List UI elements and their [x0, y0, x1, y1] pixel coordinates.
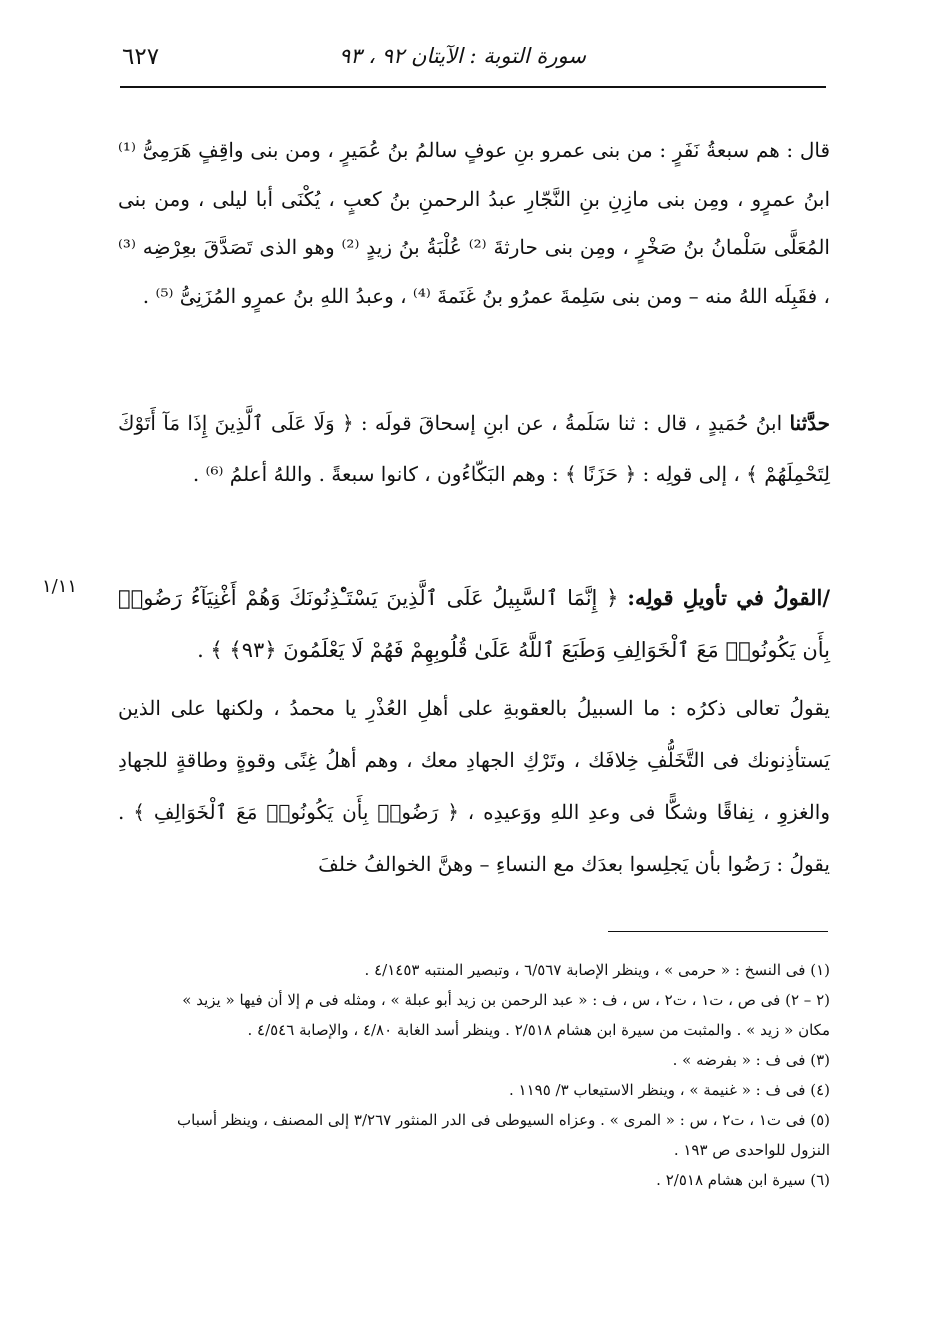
paragraph-tafsir: يقولُ تعالى ذكرُه : ما السبيلُ بالعقوبةِ على أهلِ العُذْرِ يا محمدُ ، ولكنها على الذين يَستأذِنونك فى التَّخَلُّفِ خِلافَك ، وتَرْكِ الجهادِ معك ، وهم أهلُ غِنًى وقوةٍ وطاقةٍ للجهادِ والغزوِ ، نِفاقًا وشكًّا فى وعدِ اللهِ ووَعيدِه ، ﴿ رَضُوا۟ بِأَن يَكُونُوا۟ مَعَ ٱلْخَوَالِفِ ﴾ . يقولُ : رَضُوا بأن يَجلِسوا بعدَك مع النساءِ – وهنَّ الخوالفُ خلفَ [118, 696, 830, 876]
header-rule [120, 86, 826, 88]
paragraph-narrators: قال : هم سبعةُ نَفَرٍ : من بنى عمرو بنِ عوفٍ سالمُ بنُ عُمَيرٍ ، ومن بنى واقِفٍ هَرَمِىُّ ⁽¹⁾ ابنُ عمرٍو ، ومِن بنى مازِنِ بنِ النَّجّارِ عبدُ الرحمنِ بنُ كعبٍ ، يُكْنَى أبا ليلى ، ومن بنى المُعَلَّى سَلْمانُ بنُ صَخْرٍ ، ومِن بنى حارثةَ ⁽²⁾ عُلْبَةُ بنُ زيدٍ ⁽²⁾ وهو الذى تَصَدَّقَ بعِرْضِه ⁽³⁾ ، فقَبِلَه اللهُ منه – ومن بنى سَلِمةَ عمرُو بنُ غَنَمةَ ⁽⁴⁾ ، وعبدُ اللهِ بنُ عمرٍو المُزَنِىُّ ⁽⁵⁾ . [118, 138, 831, 308]
footnotes [118, 955, 830, 1195]
margin-reference: ١/١١ [42, 576, 78, 597]
paragraph-isnad [118, 398, 830, 500]
footnote-5-continued: النزول للواحدى ص ١٩٣ . [673, 1141, 830, 1159]
quran-verse: ﴿ إِنَّمَا ٱلسَّبِيلُ عَلَى ٱلَّذِينَ يَسْتَـْٔذِنُونَكَ وَهُمْ أَغْنِيَآءُ رَضُوا۟ بِأَن يَكُونُوا۟ مَعَ ٱلْخَوَالِفِ وَطَبَعَ ٱللَّهُ عَلَىٰ قُلُوبِهِمْ فَهُمْ لَا يَعْلَمُونَ ﴿٩٣﴾ ﴾ . [118, 586, 830, 662]
page-header [120, 38, 826, 88]
running-title: سورة التوبة : الآيتان ٩٢ ، ٩٣ [339, 44, 586, 68]
paragraph-isnad-text: ابنُ حُمَيدٍ ، قال : ثنا سَلَمةُ ، عن ابنِ إسحاقَ قولَه : ﴿ وَلَا عَلَى ٱلَّذِينَ إِذَا مَآ أَتَوْكَ لِتَحْمِلَهُمْ ﴾ ، إلى قولِه : ﴿ حَزَنًا ﴾ : وهم البَكّاءُون ، كانوا سبعةً . واللهُ أعلمُ ⁽⁶⁾ . [118, 411, 830, 486]
footnote-5: (٥) فى ت١ ، ت٢ ، س : « المرى » . وعزاه السيوطى فى الدر المنثور ٣/٢٦٧ إلى المصنف ، وينظر أسباب [177, 1111, 830, 1129]
footnote-separator [608, 931, 828, 932]
footnote-3: (٣) فى ف : « بفرضه » . [672, 1051, 830, 1069]
footnote-1: (١) فى النسخ : « حرمى » ، وينظر الإصابة ٦/٥٦٧ ، وتبصير المنتبه ٤/١٤٥٣ . [364, 961, 830, 979]
footnote-2-continued: مكان « زيد » . والمثبت من سيرة ابن هشام ٢/٥١٨ . وينظر أسد الغابة ٤/٨٠ ، والإصابة ٤/٥٤٦ . [247, 1021, 830, 1039]
footnote-2: (٢ – ٢) فى ص ، ت١ ، ت٢ ، س ، ف : « عبد الرحمن بن زيد أبو عبلة » ، ومثله فى م إلا أن فيها « يزيد » [182, 991, 830, 1009]
verse-heading-lead: /القولُ في تأويلِ قولِه: [627, 585, 830, 610]
hadith-lead: حدَّثنا [789, 411, 831, 435]
verse-heading [118, 572, 830, 676]
footnote-6: (٦) سيرة ابن هشام ٢/٥١٨ . [656, 1171, 830, 1189]
footnote-4: (٤) فى ف : « غنيمة » ، وينظر الاستيعاب ٣/ ١١٩٥ . [508, 1081, 830, 1099]
page-number: ٦٢٧ [122, 44, 160, 70]
